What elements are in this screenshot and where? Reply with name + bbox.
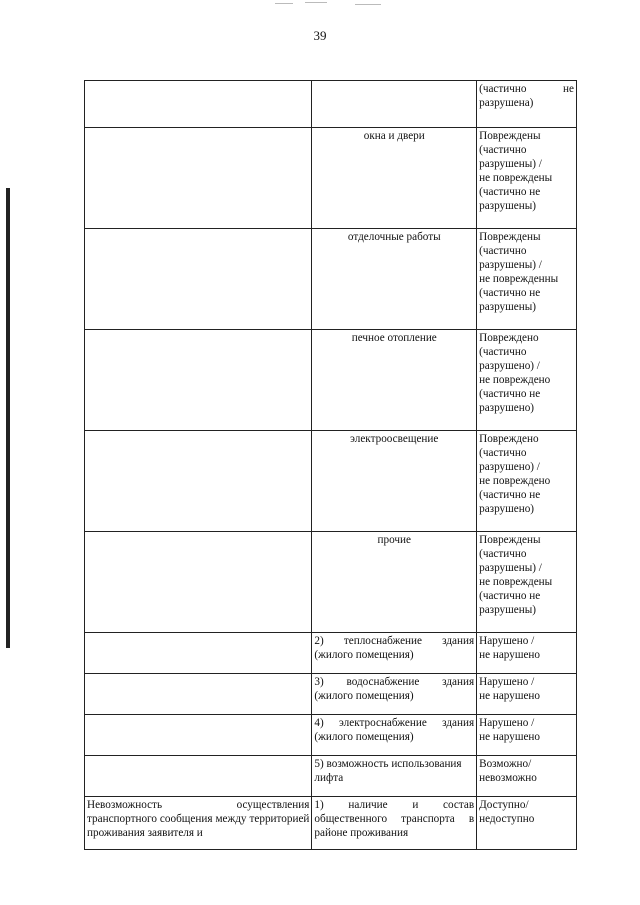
page-number: 39 — [313, 28, 327, 43]
criterion-cell: 5) возможность использования лифта — [312, 756, 477, 797]
table-row — [85, 674, 577, 715]
status-cell: Нарушено / не нарушено — [477, 633, 577, 674]
table-row — [85, 715, 577, 756]
assessment-table — [84, 80, 577, 850]
condition-cell: Невозможность осуществления транспортного сообщения между территорией проживания заявителя и — [85, 797, 312, 850]
scan-artifact — [275, 0, 395, 8]
criterion-cell: 4) электроснабжение здания (жилого помещения) — [312, 715, 477, 756]
condition-cell — [85, 229, 312, 330]
condition-cell — [85, 532, 312, 633]
status-cell: Повреждены (частично разрушены) / не поврежденны (частично не разрушены) — [477, 229, 577, 330]
table-row — [85, 532, 577, 633]
condition-cell — [85, 81, 312, 128]
table-row — [85, 330, 577, 431]
element-cell: отделочные работы — [312, 229, 477, 330]
status-cell: Доступно/ недоступно — [477, 797, 577, 850]
condition-cell — [85, 128, 312, 229]
element-cell: печное отопление — [312, 330, 477, 431]
status-cell: Нарушено / не нарушено — [477, 674, 577, 715]
table-row — [85, 431, 577, 532]
element-cell: прочие — [312, 532, 477, 633]
condition-cell — [85, 715, 312, 756]
condition-cell — [85, 431, 312, 532]
status-cell: Возможно/ невозможно — [477, 756, 577, 797]
condition-cell — [85, 756, 312, 797]
element-cell: электроосвещение — [312, 431, 477, 532]
status-cell: (частично не разрушена) — [477, 81, 577, 128]
criterion-cell: 1) наличие и состав общественного транспорта в районе проживания — [312, 797, 477, 850]
status-cell: Повреждено (частично разрушено) / не повреждено (частично не разрушено) — [477, 431, 577, 532]
condition-cell — [85, 674, 312, 715]
status-cell: Повреждены (частично разрушены) / не повреждены (частично не разрушены) — [477, 532, 577, 633]
criterion-cell — [312, 81, 477, 128]
status-cell: Повреждены (частично разрушены) / не повреждены (частично не разрушены) — [477, 128, 577, 229]
table-row — [85, 229, 577, 330]
element-cell: окна и двери — [312, 128, 477, 229]
status-cell: Нарушено / не нарушено — [477, 715, 577, 756]
table-row — [85, 797, 577, 850]
table-row — [85, 128, 577, 229]
condition-cell — [85, 330, 312, 431]
condition-cell — [85, 633, 312, 674]
scan-margin-mark — [6, 188, 10, 648]
table-row — [85, 81, 577, 128]
table-row — [85, 633, 577, 674]
criterion-cell: 3) водоснабжение здания (жилого помещения) — [312, 674, 477, 715]
table-row — [85, 756, 577, 797]
criterion-cell: 2) теплоснабжение здания (жилого помещения) — [312, 633, 477, 674]
status-cell: Повреждено (частично разрушено) / не повреждено (частично не разрушено) — [477, 330, 577, 431]
